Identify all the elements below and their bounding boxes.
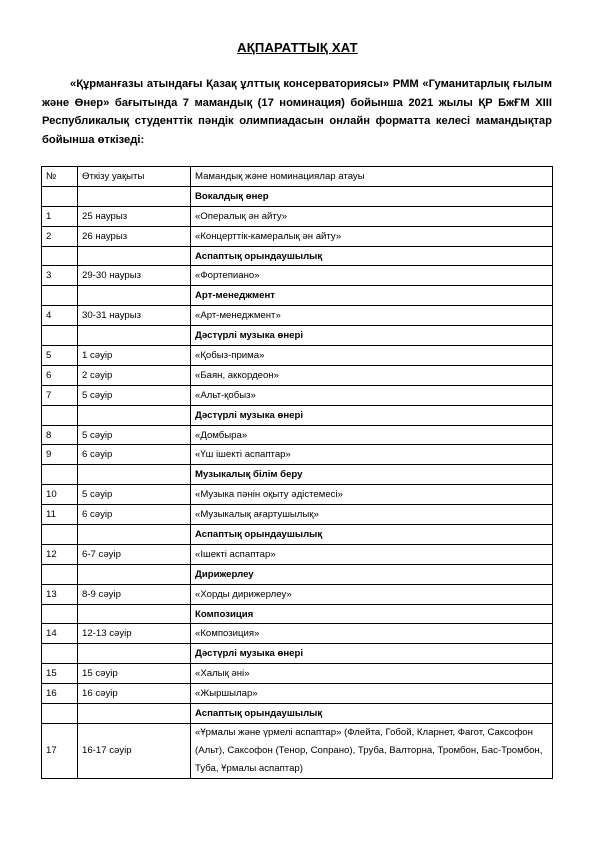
row-specialty-name: «Ішекті аспаптар» xyxy=(191,544,553,564)
header-date: Өткізу уақыты xyxy=(78,167,191,187)
table-row xyxy=(42,505,553,525)
header-number: № xyxy=(42,167,78,187)
section-row xyxy=(42,186,553,206)
table-row xyxy=(42,206,553,226)
table-row xyxy=(42,485,553,505)
row-specialty-name: «Хорды дирижерлеу» xyxy=(191,584,553,604)
table-row xyxy=(42,266,553,286)
section-empty-cell xyxy=(42,246,78,266)
row-date: 12-13 сәуір xyxy=(78,624,191,644)
document-title: АҚПАРАТТЫҚ ХАТ xyxy=(237,40,358,55)
row-number: 16 xyxy=(42,684,78,704)
table-row xyxy=(42,723,553,778)
row-number: 11 xyxy=(42,505,78,525)
section-empty-cell xyxy=(42,525,78,545)
section-row xyxy=(42,525,553,545)
row-specialty-name: «Домбыра» xyxy=(191,425,553,445)
row-number: 2 xyxy=(42,226,78,246)
section-title: Вокалдық өнер xyxy=(191,186,553,206)
row-date: 29-30 наурыз xyxy=(78,266,191,286)
section-empty-cell xyxy=(78,525,191,545)
section-empty-cell xyxy=(42,405,78,425)
row-specialty-name: «Қобыз-прима» xyxy=(191,346,553,366)
intro-paragraph: «Құрманғазы атындағы Қазақ ұлттық консерваториясы» РММ «Гуманитарлық ғылым және Өнер» бағытында 7 мамандық (17 номинация) бойынша 2021 жылы ҚР БжҒМ XIII Республикалық студенттік пәндік олимпиадасын онлайн форматта келесі мамандықтар бойынша өткізеді: xyxy=(42,78,552,146)
section-empty-cell xyxy=(78,604,191,624)
section-title: Аспаптық орындаушылық xyxy=(191,246,553,266)
section-empty-cell xyxy=(78,405,191,425)
section-empty-cell xyxy=(42,326,78,346)
section-row xyxy=(42,644,553,664)
row-number: 6 xyxy=(42,365,78,385)
section-row xyxy=(42,405,553,425)
table-body xyxy=(42,186,553,778)
row-date: 5 сәуір xyxy=(78,425,191,445)
row-number: 12 xyxy=(42,544,78,564)
table-row xyxy=(42,226,553,246)
section-row xyxy=(42,326,553,346)
row-specialty-name: «Альт-қобыз» xyxy=(191,385,553,405)
row-date: 5 сәуір xyxy=(78,385,191,405)
section-title: Композиция xyxy=(191,604,553,624)
row-number: 9 xyxy=(42,445,78,465)
section-empty-cell xyxy=(78,326,191,346)
row-specialty-name: «Үш ішекті аспаптар» xyxy=(191,445,553,465)
section-empty-cell xyxy=(42,564,78,584)
row-number: 7 xyxy=(42,385,78,405)
row-date: 6 сәуір xyxy=(78,445,191,465)
section-empty-cell xyxy=(42,604,78,624)
row-date: 16 сәуір xyxy=(78,684,191,704)
row-date: 1 сәуір xyxy=(78,346,191,366)
section-empty-cell xyxy=(78,564,191,584)
row-specialty-name: «Арт-менеджмент» xyxy=(191,306,553,326)
row-specialty-name: «Ұрмалы және үрмелі аспаптар» (Флейта, Гобой, Кларнет, Фагот, Саксофон (Альт), Саксофон (Тенор, Сопрано), Труба, Валторна, Тромбон, Бас-Тромбон, Туба, Ұрмалы аспаптар) xyxy=(191,723,553,778)
row-specialty-name: «Опералық ән айту» xyxy=(191,206,553,226)
table-row xyxy=(42,306,553,326)
table-row xyxy=(42,385,553,405)
table-row xyxy=(42,544,553,564)
row-number: 17 xyxy=(42,723,78,778)
row-number: 1 xyxy=(42,206,78,226)
row-number: 13 xyxy=(42,584,78,604)
row-number: 4 xyxy=(42,306,78,326)
row-date: 25 наурыз xyxy=(78,206,191,226)
row-date: 16-17 сәуір xyxy=(78,723,191,778)
row-specialty-name: «Жыршылар» xyxy=(191,684,553,704)
section-empty-cell xyxy=(78,644,191,664)
row-date: 5 сәуір xyxy=(78,485,191,505)
section-title: Аспаптық орындаушылық xyxy=(191,704,553,724)
row-date: 30-31 наурыз xyxy=(78,306,191,326)
section-empty-cell xyxy=(78,246,191,266)
table-row xyxy=(42,624,553,644)
table-header-row xyxy=(42,167,553,187)
table-row xyxy=(42,365,553,385)
section-title: Арт-менеджмент xyxy=(191,286,553,306)
section-empty-cell xyxy=(42,186,78,206)
row-specialty-name: «Музыкалық ағартушылық» xyxy=(191,505,553,525)
section-title: Музыкалық білім беру xyxy=(191,465,553,485)
row-number: 15 xyxy=(42,664,78,684)
section-empty-cell xyxy=(78,186,191,206)
section-empty-cell xyxy=(42,644,78,664)
row-date: 8-9 сәуір xyxy=(78,584,191,604)
section-title: Аспаптық орындаушылық xyxy=(191,525,553,545)
row-number: 14 xyxy=(42,624,78,644)
row-specialty-name: «Фортепиано» xyxy=(191,266,553,286)
row-number: 3 xyxy=(42,266,78,286)
table-row xyxy=(42,425,553,445)
row-specialty-name: «Концерттік-камералық ән айту» xyxy=(191,226,553,246)
table-row xyxy=(42,584,553,604)
row-specialty-name: «Композиция» xyxy=(191,624,553,644)
section-empty-cell xyxy=(78,465,191,485)
row-specialty-name: «Баян, аккордеон» xyxy=(191,365,553,385)
section-empty-cell xyxy=(42,465,78,485)
row-specialty-name: «Музыка пәнін оқыту әдістемесі» xyxy=(191,485,553,505)
header-specialty: Мамандық және номинациялар атауы xyxy=(191,167,553,187)
row-number: 10 xyxy=(42,485,78,505)
table-row xyxy=(42,684,553,704)
section-row xyxy=(42,286,553,306)
section-row xyxy=(42,604,553,624)
row-number: 5 xyxy=(42,346,78,366)
row-number: 8 xyxy=(42,425,78,445)
row-date: 2 сәуір xyxy=(78,365,191,385)
row-specialty-name: «Халық әні» xyxy=(191,664,553,684)
section-row xyxy=(42,246,553,266)
section-empty-cell xyxy=(78,704,191,724)
section-title: Дәстүрлі музыка өнері xyxy=(191,405,553,425)
section-empty-cell xyxy=(78,286,191,306)
section-row xyxy=(42,465,553,485)
row-date: 15 сәуір xyxy=(78,664,191,684)
section-row xyxy=(42,704,553,724)
table-row xyxy=(42,346,553,366)
table-row xyxy=(42,664,553,684)
section-title: Дәстүрлі музыка өнері xyxy=(191,326,553,346)
section-empty-cell xyxy=(42,704,78,724)
table-row xyxy=(42,445,553,465)
section-row xyxy=(42,564,553,584)
row-date: 6 сәуір xyxy=(78,505,191,525)
section-empty-cell xyxy=(42,286,78,306)
row-date: 26 наурыз xyxy=(78,226,191,246)
row-date: 6-7 сәуір xyxy=(78,544,191,564)
olympiad-schedule-table xyxy=(41,166,553,779)
section-title: Дәстүрлі музыка өнері xyxy=(191,644,553,664)
section-title: Дирижерлеу xyxy=(191,564,553,584)
